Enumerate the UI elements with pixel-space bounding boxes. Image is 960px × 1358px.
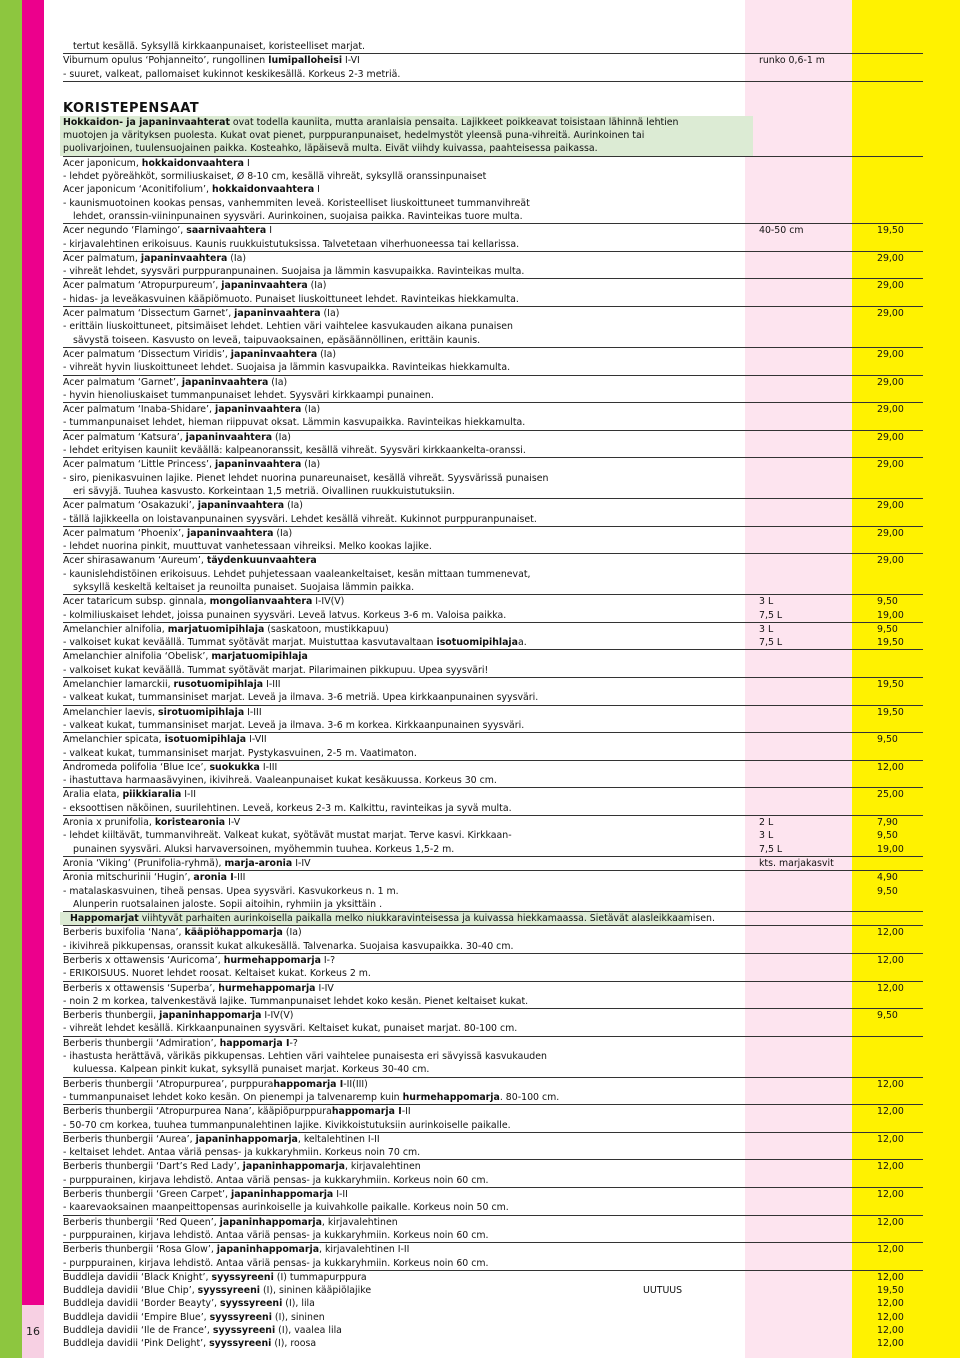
list-item bbox=[63, 1201, 923, 1215]
list-item bbox=[63, 1063, 923, 1077]
list-item bbox=[63, 1009, 923, 1022]
item-price: 29,00 bbox=[877, 431, 904, 443]
item-price: 12,00 bbox=[877, 1311, 904, 1323]
item-price: 19,50 bbox=[877, 637, 904, 649]
item-text: Acer palmatum ‘Atropurpureum’, japaninvaahtera (Ia) bbox=[63, 280, 327, 292]
item-price: 19,50 bbox=[877, 225, 904, 237]
item-price: 19,50 bbox=[877, 1285, 904, 1297]
list-item bbox=[63, 706, 923, 719]
list-item bbox=[63, 1037, 923, 1050]
list-item bbox=[63, 995, 923, 1009]
item-text: Berberis x ottawensis ‘Auricoma’, hurmehappomarja I-? bbox=[63, 955, 336, 966]
item-text: - hyvin hienoliuskaiset tummanpunaiset lehdet. Syysväri kirkkaampi punainen. bbox=[63, 389, 434, 401]
item-price: 29,00 bbox=[877, 252, 904, 264]
item-text: Berberis buxifolia ‘Nana’, kääpiöhappomarja (Ia) bbox=[63, 927, 302, 939]
item-text: Berberis x ottawensis ‘Superba’, hurmehappomarja I-IV bbox=[63, 982, 334, 994]
item-text: Acer palmatum ‘Osakazuki’, japaninvaahtera (Ia) bbox=[63, 500, 303, 512]
list-item bbox=[63, 361, 923, 375]
item-text: Amelanchier laevis, sirotuomipihlaja I-III bbox=[63, 706, 262, 718]
item-text: Aronia ‘Viking’ (Prunifolia-ryhmä), marja-aronia I-IV bbox=[63, 857, 311, 869]
item-price: 19,50 bbox=[877, 706, 904, 718]
item-text: - ihastuttava harmaasävyinen, ikivihreä. Vaaleanpunaiset kukat kesäkuussa. Korkeus 30 cm. bbox=[63, 775, 497, 787]
item-text: - tummanpunaiset lehdet koko kesän. On pienempi ja talvenaremp kuin hurmehappomarja. 80-100 cm. bbox=[63, 1091, 560, 1103]
list-item bbox=[63, 157, 923, 170]
item-text: - valkeat kukat, tummansiniset marjat. Leveä ja ilmava. 3-6 metriä. Upea kirkkaanpunainen syysväri. bbox=[63, 692, 539, 704]
list-item bbox=[63, 472, 923, 485]
list-item bbox=[63, 238, 923, 252]
list-item bbox=[63, 431, 923, 444]
list-item bbox=[63, 954, 923, 967]
item-text: Amelanchier lamarckii, rusotuomipihlaja I-III bbox=[63, 679, 281, 691]
item-text: Acer japonicum, hokkaidonvaahtera I bbox=[63, 157, 250, 169]
item-text: kuluessa. Kalpean pinkit kukat, syksyllä punaiset marjat. Korkeus 30-40 cm. bbox=[73, 1064, 430, 1076]
list-item bbox=[63, 940, 923, 954]
item-text: Amelanchier alnifolia, marjatuomipihlaja (saskatoon, mustikkapuu) bbox=[63, 623, 389, 635]
item-price: 9,50 bbox=[877, 734, 898, 746]
item-text: Acer palmatum ‘Dissectum Viridis’, japaninvaahtera (Ia) bbox=[63, 348, 336, 360]
list-item bbox=[63, 1229, 923, 1243]
item-size: 7,5 L bbox=[759, 843, 783, 855]
list-item bbox=[63, 54, 923, 67]
item-text: - valkeat kukat, tummansiniset marjat. Pystykasvuinen, 2-5 m. Vaatimaton. bbox=[63, 747, 417, 759]
item-size: 2 L bbox=[759, 817, 774, 829]
item-text: Buddleja davidii ‘Empire Blue’, syyssyreeni (I), sininen bbox=[63, 1311, 325, 1323]
list-item bbox=[63, 252, 923, 265]
item-text: - keltaiset lehdet. Antaa väriä pensas- ja kukkaryhmiin. Korkeus noin 70 cm. bbox=[63, 1147, 421, 1159]
item-size: 3 L bbox=[759, 830, 774, 842]
item-price: 12,00 bbox=[877, 1325, 904, 1337]
list-item bbox=[63, 829, 923, 842]
list-item bbox=[63, 513, 923, 527]
price-list bbox=[63, 40, 923, 1351]
item-price: 12,00 bbox=[877, 1216, 904, 1228]
list-item bbox=[63, 416, 923, 430]
item-text: - valkoiset kukat keväällä. Tummat syötävät marjat. Muistuttaa kasvutavaltaan isotuomipihlajaa. bbox=[63, 637, 527, 649]
list-item bbox=[63, 68, 923, 82]
item-text: - noin 2 m korkea, talvenkestävä lajike. Tummanpunaiset lehdet koko kesän. Pienet keltaiset kukat. bbox=[63, 995, 529, 1007]
item-text: Buddleja davidii ‘Ile de France’, syyssyreeni (I), vaalea lila bbox=[63, 1325, 342, 1337]
item-text: - erittäin liuskoittuneet, pitsimäiset lehdet. Lehtien väri vaihtelee kasvukauden aikana punaisen bbox=[63, 321, 513, 333]
list-item bbox=[63, 678, 923, 691]
item-text: Acer palmatum, japaninvaahtera (Ia) bbox=[63, 252, 247, 264]
item-text: Berberis thunbergii ‘Dart’s Red Lady’, japaninhappomarja, kirjavalehtinen bbox=[63, 1161, 421, 1173]
item-text: Acer negundo ‘Flamingo’, saarnivaahtera I bbox=[63, 225, 272, 237]
list-item bbox=[63, 912, 923, 926]
item-text: Alunperin ruotsalainen jaloste. Sopii aitoihin, ryhmiin ja yksittäin . bbox=[73, 898, 383, 910]
list-item bbox=[63, 1243, 923, 1256]
item-price: 12,00 bbox=[877, 982, 904, 994]
list-item bbox=[63, 1091, 923, 1105]
item-text: Acer tataricum subsp. ginnala, mongolianvaahtera I-IV(V) bbox=[63, 596, 345, 608]
item-text: - ikivihreä pikkupensas, oranssit kukat alkukesällä. Talvenarka. Suojaisa kasvupaikka. 30-40 cm. bbox=[63, 940, 514, 952]
list-item bbox=[63, 747, 923, 761]
item-price: 19,50 bbox=[877, 679, 904, 691]
item-price: 12,00 bbox=[877, 761, 904, 773]
item-text: - siro, pienikasvuinen lajike. Pienet lehdet nuorina punareunaiset, kesällä vihreät. Syysvärissä punaisen bbox=[63, 472, 549, 484]
item-text: eri sävyjä. Tuuhea kasvusto. Korkeintaan 1,5 metriä. Oivallinen ruukkuistutuksiin. bbox=[73, 485, 455, 497]
list-item bbox=[63, 183, 923, 196]
item-size: runko 0,6-1 m bbox=[759, 55, 825, 67]
item-text: KORISTEPENSAAT bbox=[63, 100, 200, 116]
item-price: 29,00 bbox=[877, 308, 904, 320]
item-price: 4,90 bbox=[877, 872, 898, 884]
item-text: Berberis thunbergii ‘Red Queen’, japaninhappomarja, kirjavalehtinen bbox=[63, 1216, 398, 1228]
list-item bbox=[63, 733, 923, 746]
list-item bbox=[63, 664, 923, 678]
item-text: Amelanchier spicata, isotuomipihlaja I-VII bbox=[63, 734, 267, 746]
list-item bbox=[63, 719, 923, 733]
item-size: 7,5 L bbox=[759, 637, 783, 649]
item-text: puolivarjoinen, tuulensuojainen paikka. Kosteahko, läpäisevä multa. Eivät viihdy kuivassa, paahteisessa paikassa. bbox=[60, 142, 753, 155]
item-text: sävystä toiseen. Kasvusto on leveä, taipuvaoksainen, epäsäännöllinen, erittäin kaunis. bbox=[73, 334, 481, 346]
item-price: 29,00 bbox=[877, 527, 904, 539]
item-text: Berberis thunbergii ‘Atropurpurea’, purppurahappomarja I-II(III) bbox=[63, 1078, 368, 1090]
item-price: 29,00 bbox=[877, 555, 904, 567]
item-price: 29,00 bbox=[877, 500, 904, 512]
list-item bbox=[63, 1133, 923, 1146]
item-text: Viburnum opulus ‘Pohjanneito’, rungollinen lumipalloheisi I-VI bbox=[63, 55, 360, 67]
item-text: Aronia mitschurinii ‘Hugin’, aronia I-III bbox=[63, 872, 246, 884]
list-item bbox=[63, 527, 923, 540]
list-item bbox=[63, 265, 923, 279]
item-price: 29,00 bbox=[877, 280, 904, 292]
item-text: - kaunislehdistöinen erikoisuus. Lehdet puhjetessaan vaaleankeltaiset, kesän mittaan tummenevat, bbox=[63, 568, 531, 580]
list-item bbox=[63, 307, 923, 320]
item-text: - 50-70 cm korkea, tuuhea tummanpunalehtinen lajike. Kivikkoistutuksiin aurinkoiselle paikalle. bbox=[63, 1119, 511, 1131]
item-text: - lehdet kiiltävät, tummanvihreät. Valkeat kukat, syötävät mustat marjat. Terve kasvi. Kirkkaan- bbox=[63, 830, 512, 842]
item-price: 12,00 bbox=[877, 1106, 904, 1118]
item-text: Berberis thunbergii ‘Green Carpet’, japaninhappomarja I-II bbox=[63, 1189, 348, 1201]
page-number: 16 bbox=[22, 1305, 44, 1358]
list-item bbox=[63, 926, 923, 939]
list-item bbox=[63, 1119, 923, 1133]
list-item bbox=[63, 1022, 923, 1036]
item-text: Buddleja davidii ‘Border Beayty’, syyssyreeni (I), lila bbox=[63, 1298, 315, 1310]
list-item bbox=[63, 691, 923, 705]
item-text: Aronia x prunifolia, koristearonia I-V bbox=[63, 817, 241, 829]
item-text: Buddleja davidii ‘Black Knight’, syyssyreeni (I) tummapurppura bbox=[63, 1271, 367, 1283]
item-text: - purppurainen, kirjava lehdistö. Antaa väriä pensas- ja kukkaryhmiin. Korkeus noin 60 cm. bbox=[63, 1229, 489, 1241]
list-item bbox=[63, 40, 923, 54]
list-item bbox=[63, 885, 923, 898]
item-size: 7,5 L bbox=[759, 609, 783, 621]
item-price: 19,00 bbox=[877, 843, 904, 855]
item-text: - purppurainen, kirjava lehdistö. Antaa väriä pensas- ja kukkaryhmiin. Korkeus noin 60 cm. bbox=[63, 1174, 489, 1186]
list-item bbox=[63, 1271, 923, 1284]
item-price: 12,00 bbox=[877, 1244, 904, 1256]
item-text: - ihastusta herättävä, värikäs pikkupensas. Lehtien väri vaihtelee punaisesta eri sävyissä kasvukauden bbox=[63, 1051, 547, 1063]
item-text: - kaunismuotoinen kookas pensas, vanhemmiten leveä. Koristeelliset liuskoittuneet tummanvihreät bbox=[63, 197, 530, 209]
item-text: syksyllä keskeltä keltaiset ja reunoilta punaiset. Suojaisa lämmin paikka. bbox=[73, 581, 415, 593]
item-price: 29,00 bbox=[877, 348, 904, 360]
item-text: Acer japonicum ‘Aconitifolium’, hokkaidonvaahtera I bbox=[63, 184, 320, 196]
list-item bbox=[63, 116, 923, 129]
magenta-margin-stripe bbox=[22, 0, 44, 1358]
item-size: 3 L bbox=[759, 623, 774, 635]
item-text: Berberis thunbergii, japaninhappomarja I-IV(V) bbox=[63, 1010, 294, 1022]
item-text: - tummanpunaiset lehdet, hieman riippuvat oksat. Lämmin kasvupaikka. Ravinteikas hiekkamulta. bbox=[63, 417, 526, 429]
item-price: 25,00 bbox=[877, 789, 904, 801]
list-item bbox=[63, 348, 923, 361]
list-item bbox=[63, 1105, 923, 1118]
item-price: 12,00 bbox=[877, 927, 904, 939]
list-item bbox=[63, 816, 923, 829]
item-price: 9,50 bbox=[877, 885, 898, 897]
item-size: kts. marjakasvit bbox=[759, 857, 834, 869]
list-item bbox=[63, 142, 923, 156]
list-item bbox=[63, 802, 923, 816]
section-heading bbox=[63, 94, 923, 116]
item-text: - lehdet nuorina pinkit, muuttuvat vanhetessaan vihreiksi. Melko kookas lajike. bbox=[63, 541, 432, 553]
item-text: - matalaskasvuinen, tiheä pensas. Upea syysväri. Kasvukorkeus n. 1 m. bbox=[63, 885, 399, 897]
item-price: 29,00 bbox=[877, 459, 904, 471]
item-text: - kirjavalehtinen erikoisuus. Kaunis ruukkuistutuksissa. Talvetetaan viherhuoneessa tai kellarissa. bbox=[63, 238, 520, 250]
item-text: - valkeat kukat, tummansiniset marjat. Leveä ja ilmava. 3-6 m korkea. Kirkkaanpunainen syysväri. bbox=[63, 719, 525, 731]
item-text: Acer palmatum ‘Katsura’, japaninvaahtera (Ia) bbox=[63, 431, 291, 443]
item-text: - purppurainen, kirjava lehdistö. Antaa väriä pensas- ja kukkaryhmiin. Korkeus noin 60 cm. bbox=[63, 1257, 489, 1269]
list-item bbox=[63, 1174, 923, 1188]
item-price: 9,50 bbox=[877, 596, 898, 608]
item-text: - ERIKOISUUS. Nuoret lehdet roosat. Keltaiset kukat. Korkeus 2 m. bbox=[63, 968, 371, 980]
list-item bbox=[63, 761, 923, 774]
item-price: 12,00 bbox=[877, 1133, 904, 1145]
list-item bbox=[63, 788, 923, 801]
item-size: 3 L bbox=[759, 596, 774, 608]
item-text: Berberis thunbergii ‘Rosa Glow’, japaninhappomarja, kirjavalehtinen I-II bbox=[63, 1244, 410, 1256]
list-item bbox=[63, 320, 923, 333]
item-text: - vihreät lehdet kesällä. Kirkkaanpunainen syysväri. Keltaiset kukat, punaiset marjat. 80-100 cm. bbox=[63, 1023, 518, 1035]
list-item bbox=[63, 458, 923, 471]
item-text: - vihreät lehdet, syysväri purppuranpunainen. Suojaisa ja lämmin kasvupaikka. Ravinteikas multa. bbox=[63, 266, 525, 278]
item-text: Acer palmatum ‘Garnet’, japaninvaahtera (Ia) bbox=[63, 376, 288, 388]
item-text: - valkoiset kukat keväällä. Tummat syötävät marjat. Pilarimainen pikkupuu. Upea syysväri! bbox=[63, 664, 489, 676]
item-text: Acer palmatum ‘Phoenix’, japaninvaahtera (Ia) bbox=[63, 527, 293, 539]
item-price: 12,00 bbox=[877, 1271, 904, 1283]
item-text: Buddleja davidii ‘Pink Delight’, syyssyreeni (I), roosa bbox=[63, 1338, 317, 1350]
item-text: - kaarevaoksainen maanpeittopensas aurinkoiselle ja kuivahkolle paikalle. Korkeus noin 50 cm. bbox=[63, 1202, 509, 1214]
item-text: tertut kesällä. Syksyllä kirkkaanpunaiset, koristeelliset marjat. bbox=[73, 41, 366, 52]
item-price: 29,00 bbox=[877, 404, 904, 416]
item-price: 7,90 bbox=[877, 817, 898, 829]
green-margin-stripe bbox=[0, 0, 22, 1358]
item-price: 12,00 bbox=[877, 1298, 904, 1310]
item-text: punainen syysväri. Aluksi harvaversoinen, myöhemmin tuuhea. Korkeus 1,5-2 m. bbox=[73, 843, 455, 855]
item-text: Aralia elata, piikkiaralia I-II bbox=[63, 789, 196, 801]
item-text: - lehdet pyöreähköt, sormiliuskaiset, Ø 8-10 cm, kesällä vihreät, syksyllä oranssinpunaiset bbox=[63, 171, 487, 183]
list-item bbox=[63, 843, 923, 857]
item-text: Acer palmatum ‘Little Princess’, japaninvaahtera (Ia) bbox=[63, 459, 321, 471]
list-item bbox=[63, 967, 923, 981]
item-text: Happomarjat viihtyvät parhaiten aurinkoisella paikalla melko niukkaravinteisessa ja kuivassa hiekkamaassa. Sietävät alasleikkaamisen. bbox=[60, 912, 690, 925]
list-item bbox=[63, 293, 923, 307]
item-text: Andromeda polifolia ‘Blue Ice’, suokukka I-III bbox=[63, 761, 278, 773]
list-item bbox=[63, 609, 923, 623]
spacer bbox=[63, 82, 923, 94]
list-item bbox=[63, 774, 923, 788]
item-text: Berberis thunbergii ‘Atropurpurea Nana’, kääpiöpurppurahappomarja I-II bbox=[63, 1106, 411, 1118]
list-item bbox=[63, 650, 923, 663]
list-item bbox=[63, 1257, 923, 1271]
list-item bbox=[63, 210, 923, 224]
list-item bbox=[63, 499, 923, 512]
item-text: Berberis thunbergii ‘Aurea’, japaninhappomarja, keltalehtinen I-II bbox=[63, 1133, 380, 1145]
item-text: muotojen ja värityksen puolesta. Kukat ovat pienet, purppuranpunaiset, hedelmystöt yleensä puna-vihreitä. Aurinkoinen tai bbox=[60, 129, 753, 142]
list-item bbox=[63, 170, 923, 183]
item-price: 12,00 bbox=[877, 1338, 904, 1350]
list-item bbox=[63, 623, 923, 636]
list-item bbox=[63, 595, 923, 608]
list-item bbox=[63, 871, 923, 884]
list-item bbox=[63, 1324, 923, 1337]
list-item bbox=[63, 334, 923, 348]
item-price: 19,00 bbox=[877, 609, 904, 621]
list-item bbox=[63, 581, 923, 595]
list-item bbox=[63, 568, 923, 581]
list-item bbox=[63, 1284, 923, 1297]
list-item bbox=[63, 129, 923, 142]
list-item bbox=[63, 857, 923, 871]
item-text: - eksoottisen näköinen, suurilehtinen. Leveä, korkeus 2-3 m. Kalkittu, ravinteikas ja syvä multa. bbox=[63, 802, 512, 814]
list-item bbox=[63, 982, 923, 995]
list-item bbox=[63, 540, 923, 554]
item-text: - lehdet erityisen kauniit keväällä: kalpeanoranssit, kesällä vihreät. Syysväri kirkkaankelta-oranssi. bbox=[63, 445, 526, 457]
list-item bbox=[63, 1146, 923, 1160]
item-text: Amelanchier alnifolia ‘Obelisk’, marjatuomipihlaja bbox=[63, 651, 308, 663]
list-item bbox=[63, 1050, 923, 1063]
item-text: Hokkaidon- ja japaninvaahterat ovat todella kauniita, mutta aranlaisia pensaita. Lajikkeet poikkeavat toisistaan lähinnä lehtien bbox=[60, 116, 753, 129]
list-item bbox=[63, 376, 923, 389]
list-item bbox=[63, 403, 923, 416]
item-price: 9,50 bbox=[877, 830, 898, 842]
item-price: 9,50 bbox=[877, 1010, 898, 1022]
item-text: - suuret, valkeat, pallomaiset kukinnot keskikesällä. Korkeus 2-3 metriä. bbox=[63, 68, 401, 80]
list-item bbox=[63, 224, 923, 237]
list-item bbox=[63, 1337, 923, 1350]
list-item bbox=[63, 1188, 923, 1201]
item-text: Acer palmatum ‘Inaba-Shidare’, japaninvaahtera (Ia) bbox=[63, 404, 321, 416]
item-text: Acer palmatum ‘Dissectum Garnet’, japaninvaahtera (Ia) bbox=[63, 308, 340, 320]
list-item bbox=[63, 636, 923, 650]
item-text: Buddleja davidii ‘Blue Chip’, syyssyreeni (I), sininen kääpiölajike bbox=[63, 1285, 372, 1297]
list-item bbox=[63, 1078, 923, 1091]
item-text: - hidas- ja leveäkasvuinen kääpiömuoto. Punaiset liuskoittuneet lehdet. Ravinteikas hiekkamulta. bbox=[63, 293, 519, 305]
item-price: 12,00 bbox=[877, 1078, 904, 1090]
item-price: 12,00 bbox=[877, 1161, 904, 1173]
list-item bbox=[63, 279, 923, 292]
item-text: Acer shirasawanum ‘Aureum’, täydenkuunvaahtera bbox=[63, 555, 317, 567]
item-price: 29,00 bbox=[877, 376, 904, 388]
item-price: 12,00 bbox=[877, 955, 904, 966]
item-text: - tällä lajikkeella on loistavanpunainen syysväri. Lehdet kesällä vihreät. Kukinnot purppuranpunaiset. bbox=[63, 513, 537, 525]
item-price: 9,50 bbox=[877, 623, 898, 635]
list-item bbox=[63, 444, 923, 458]
list-item bbox=[63, 1297, 923, 1310]
list-item bbox=[63, 1160, 923, 1173]
list-item bbox=[63, 485, 923, 499]
item-price: 12,00 bbox=[877, 1189, 904, 1201]
item-size: 40-50 cm bbox=[759, 225, 804, 237]
item-text: lehdet, oranssin-viininpunainen syysväri. Aurinkoinen, suojaisa paikka. Ravinteikas tuore multa. bbox=[73, 210, 523, 222]
list-item bbox=[63, 1216, 923, 1229]
new-badge: UUTUUS bbox=[643, 1285, 683, 1297]
item-text: - kolmiliuskaiset lehdet, joissa punainen syysväri. Leveä latvus. Korkeus 3-6 m. Valoisa paikka. bbox=[63, 609, 507, 621]
item-text: - vihreät hyvin liuskoittuneet lehdet. Suojaisa ja lämmin kasvupaikka. Ravinteikas hiekkamulta. bbox=[63, 362, 511, 374]
list-item bbox=[63, 898, 923, 912]
list-item bbox=[63, 1311, 923, 1324]
list-item bbox=[63, 554, 923, 567]
list-item bbox=[63, 389, 923, 403]
item-text: Berberis thunbergii ‘Admiration’, happomarja I-? bbox=[63, 1037, 298, 1049]
list-item bbox=[63, 197, 923, 210]
